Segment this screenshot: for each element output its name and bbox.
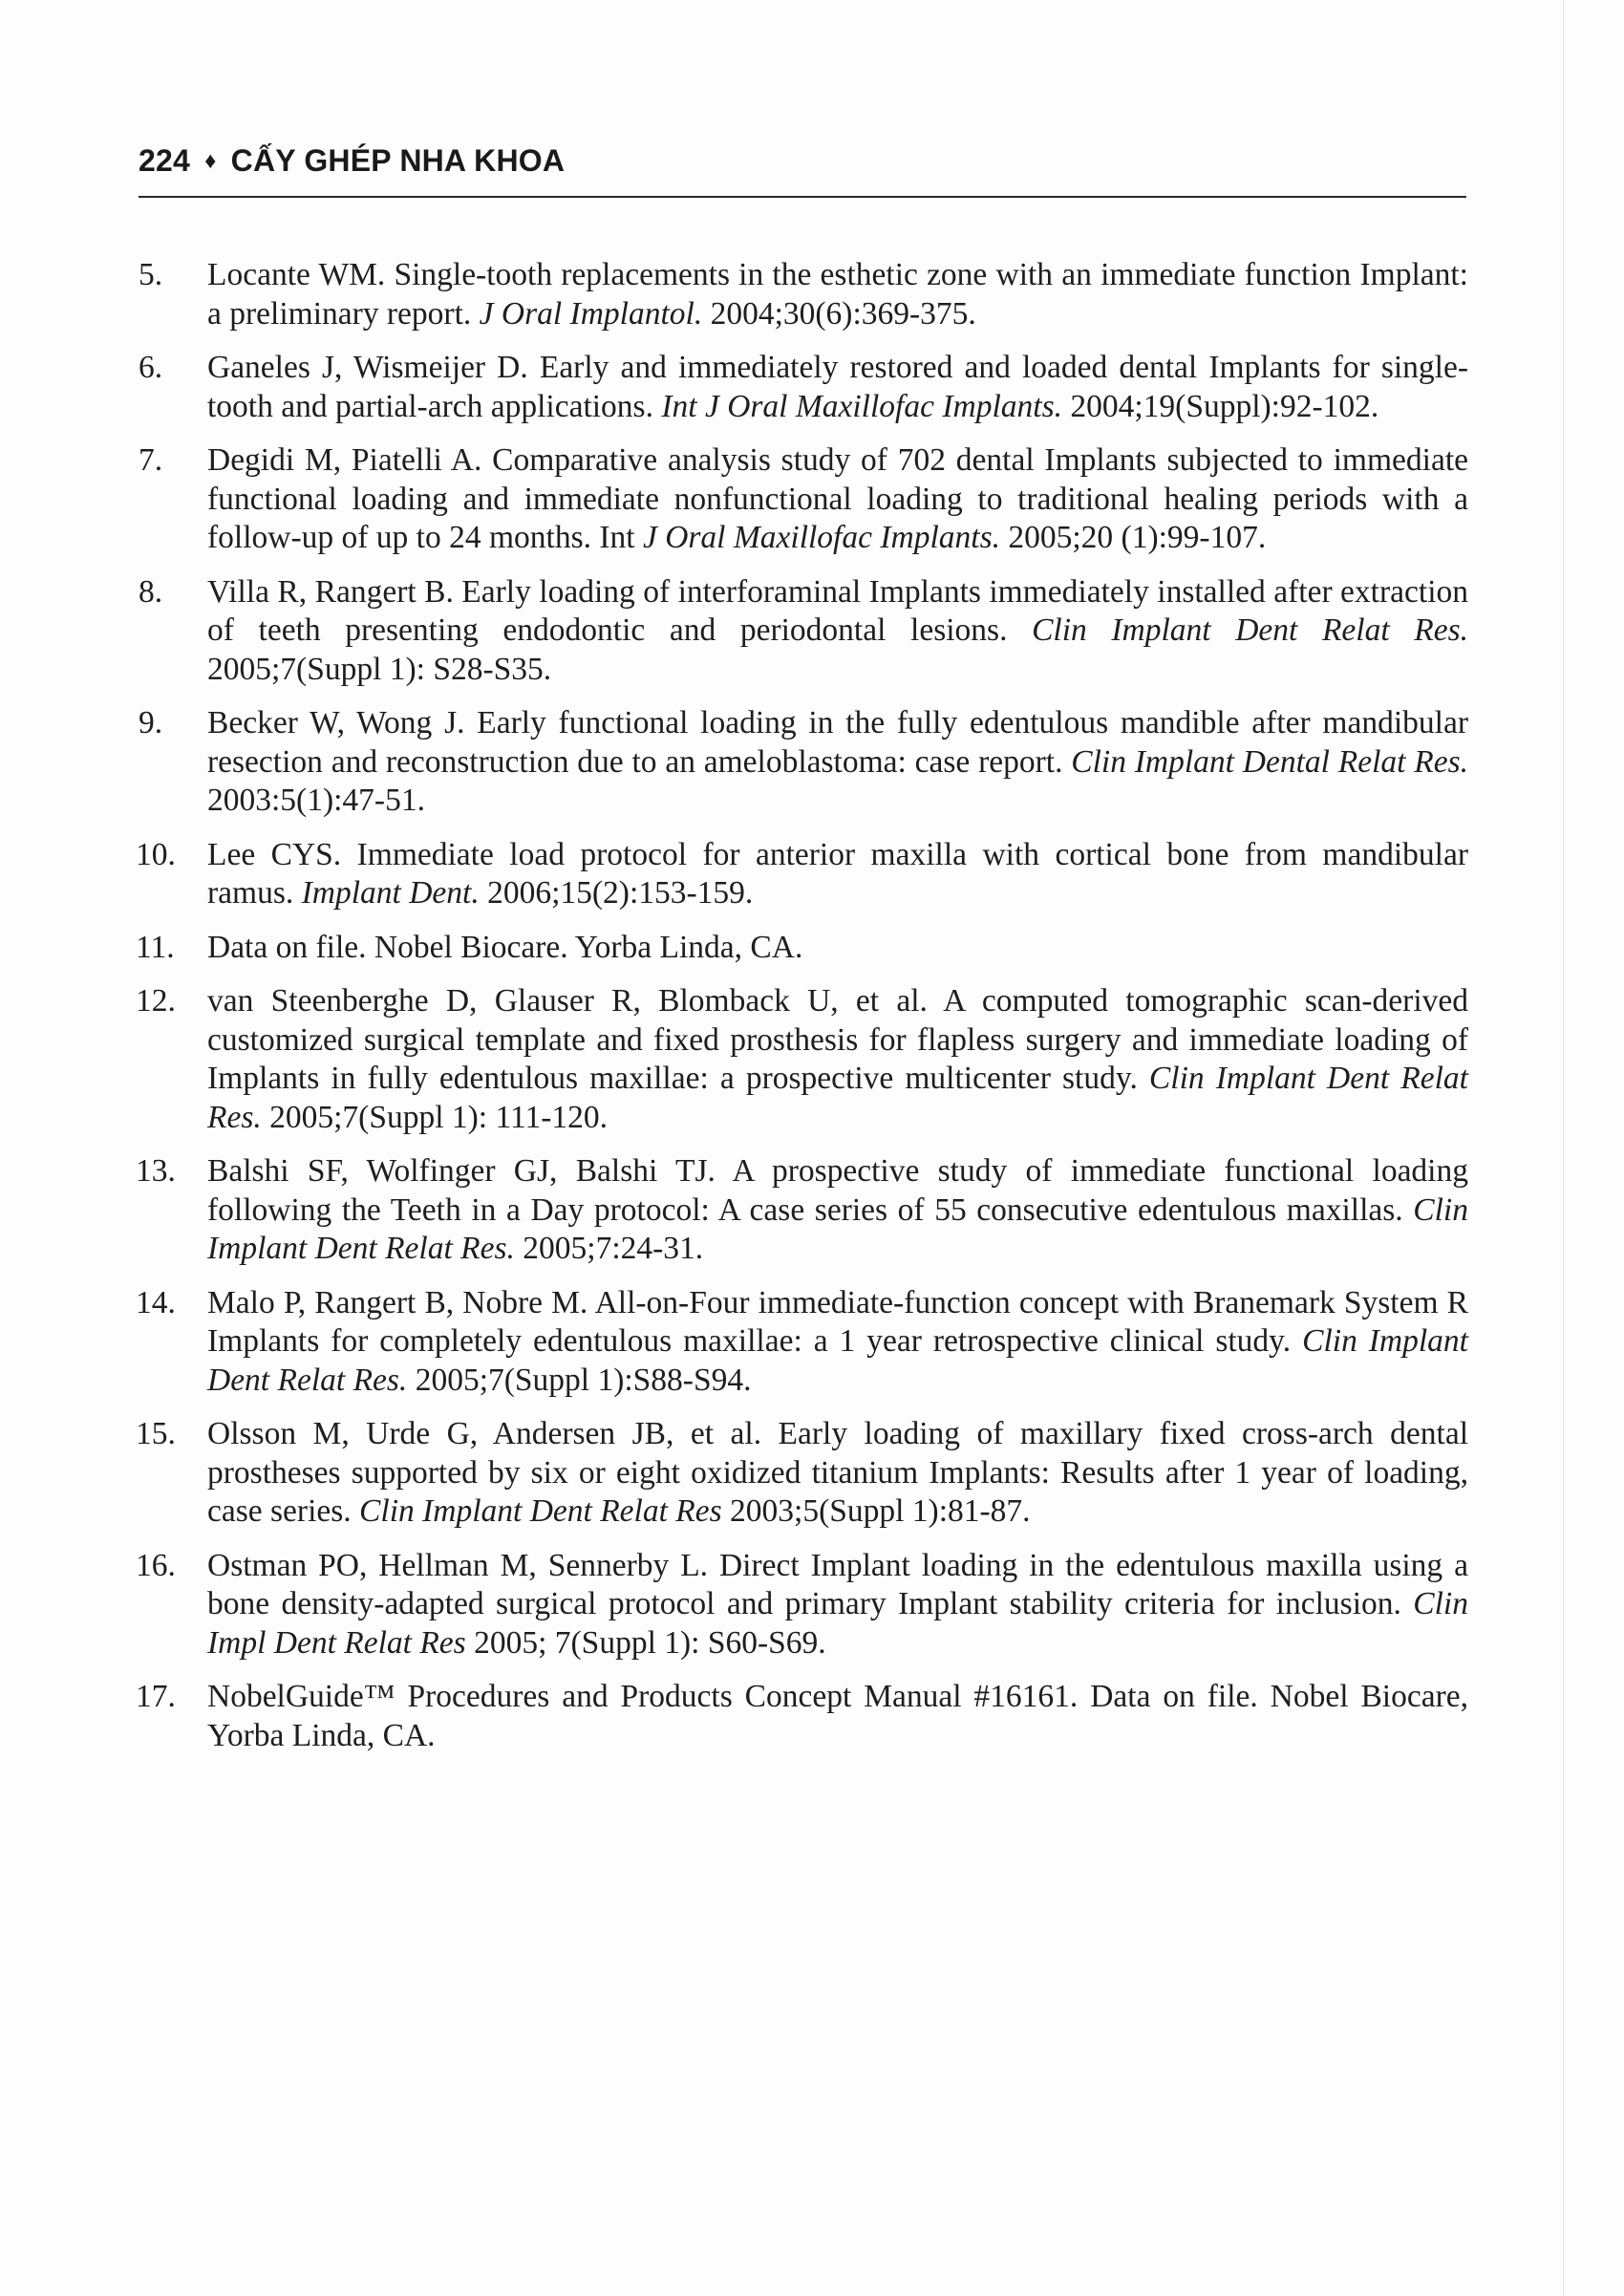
- reference-citation: 2006;15(2):153-159.: [479, 875, 754, 911]
- reference-body: Malo P, Rangert B, Nobre M. All-on-Four immediate-function concept with Branemark System R Implants for completely edentulous maxillae: a 1 year retrospective clinical study.: [207, 1284, 1468, 1359]
- reference-journal: Int J Oral Maxillofac Implants.: [661, 388, 1062, 424]
- reference-list: [136, 256, 1468, 1770]
- reference-text: [207, 704, 1468, 821]
- reference-citation: 2005; 7(Suppl 1): S60-S69.: [465, 1624, 826, 1661]
- reference-number: 16.: [136, 1547, 176, 1583]
- reference-journal: Implant Dent.: [301, 875, 480, 911]
- reference-item: [136, 929, 1468, 968]
- reference-text: [207, 1678, 1468, 1755]
- reference-journal: J Oral Implantol.: [479, 295, 703, 332]
- reference-journal: Clin Impl Dent Relat Res: [207, 1586, 1468, 1661]
- reference-body: NobelGuide™ Procedures and Products Concept Manual #16161. Data on file. Nobel Biocare, Yorba Linda, CA.: [207, 1679, 1468, 1753]
- reference-journal: Clin Implant Dent Relat Res.: [207, 1061, 1468, 1135]
- reference-item: [139, 349, 1468, 426]
- reference-item: [136, 1284, 1468, 1401]
- reference-journal: Clin Implant Dent Relat Res.: [207, 1323, 1468, 1398]
- reference-journal: Clin Implant Dental Relat Res.: [1071, 743, 1468, 780]
- reference-citation: 2005;7(Suppl 1): S28-S35.: [207, 651, 552, 687]
- reference-citation: 2004;19(Suppl):92-102.: [1061, 388, 1379, 424]
- reference-text: [207, 349, 1468, 426]
- running-title: CẤY GHÉP NHA KHOA: [230, 143, 566, 178]
- reference-body: Locante WM. Single-tooth replacements in the esthetic zone with an immediate function Implant: a preliminary report.: [207, 257, 1468, 332]
- reference-citation: 2005;7(Suppl 1): 111-120.: [261, 1099, 609, 1135]
- reference-text: [207, 441, 1468, 558]
- header-bullet-icon: ♦: [204, 148, 217, 174]
- reference-body: van Steenberghe D, Glauser R, Blomback U, et al. A computed tomographic scan-derived customized surgical template and fixed prosthesis for flapless surgery and immediate loading of Implants in fully edentulous maxillae: a prospective multicenter study.: [207, 983, 1468, 1096]
- reference-text: [207, 929, 1468, 968]
- reference-number: 15.: [136, 1416, 176, 1451]
- reference-item: [136, 836, 1468, 913]
- reference-number: 12.: [136, 983, 176, 1019]
- header-rule: [139, 196, 1466, 198]
- reference-number: 7.: [139, 442, 163, 478]
- reference-item: [139, 441, 1468, 558]
- reference-journal: Clin Implant Dent Relat Res.: [1032, 612, 1468, 648]
- reference-text: [207, 982, 1468, 1137]
- reference-number: 6.: [139, 350, 163, 385]
- reference-body: Lee CYS. Immediate load protocol for anterior maxilla with cortical bone from mandibular ramus.: [207, 836, 1468, 911]
- reference-citation: 2005;7:24-31.: [514, 1231, 704, 1266]
- reference-text: [207, 1415, 1468, 1532]
- reference-item: [139, 573, 1468, 690]
- reference-body: Degidi M, Piatelli A. Comparative analysis study of 702 dental Implants subjected to immediate functional loading and immediate nonfunctional loading to traditional healing periods with a follow-up of up to 24 months. Int: [207, 442, 1468, 555]
- page-number: 224: [139, 143, 190, 178]
- reference-citation: 2003;5(Suppl 1):81-87.: [721, 1493, 1031, 1529]
- reference-journal: J Oral Maxillofac Implants.: [642, 520, 1000, 555]
- reference-item: [139, 256, 1468, 333]
- reference-journal: Clin Implant Dent Relat Res: [359, 1493, 722, 1529]
- reference-number: 9.: [139, 705, 163, 740]
- reference-text: [207, 836, 1468, 913]
- reference-item: [136, 1678, 1468, 1755]
- reference-number: 17.: [136, 1679, 176, 1714]
- reference-body: Becker W, Wong J. Early functional loading in the fully edentulous mandible after mandibular resection and reconstruction due to an ameloblastoma: case report.: [207, 705, 1468, 780]
- reference-number: 11.: [136, 929, 175, 965]
- reference-number: 10.: [136, 836, 176, 872]
- reference-text: [207, 1284, 1468, 1401]
- reference-item: [136, 1152, 1468, 1269]
- reference-item: [136, 982, 1468, 1137]
- reference-body: Olsson M, Urde G, Andersen JB, et al. Early loading of maxillary fixed cross-arch dental prostheses supported by six or eight oxidized titanium Implants: Results after 1 year of loading, case series.: [207, 1416, 1468, 1529]
- reference-text: [207, 1547, 1468, 1663]
- reference-body: Data on file. Nobel Biocare. Yorba Linda, CA.: [207, 929, 803, 965]
- reference-number: 13.: [136, 1153, 176, 1189]
- scan-edge-line: [1563, 0, 1564, 2296]
- reference-citation: 2004;30(6):369-375.: [702, 295, 976, 332]
- reference-citation: 2003:5(1):47-51.: [207, 783, 425, 818]
- reference-number: 8.: [139, 573, 163, 610]
- reference-citation: 2005;20 (1):99-107.: [999, 520, 1267, 555]
- running-header: [139, 143, 1466, 201]
- reference-body: Ganeles J, Wismeijer D. Early and immediately restored and loaded dental Implants for single-tooth and partial-arch applications.: [207, 350, 1468, 424]
- reference-text: [207, 1152, 1468, 1269]
- reference-item: [136, 1415, 1468, 1532]
- reference-body: Villa R, Rangert B. Early loading of interforaminal Implants immediately installed after extraction of teeth presenting endodontic and periodontal lesions.: [207, 573, 1468, 648]
- reference-body: Balshi SF, Wolfinger GJ, Balshi TJ. A prospective study of immediate functional loading following the Teeth in a Day protocol: A case series of 55 consecutive edentulous maxillas.: [207, 1153, 1468, 1228]
- reference-body: Ostman PO, Hellman M, Sennerby L. Direct Implant loading in the edentulous maxilla using a bone density-adapted surgical protocol and primary Implant stability criteria for inclusion.: [207, 1547, 1468, 1621]
- reference-item: [139, 704, 1468, 821]
- reference-citation: 2005;7(Suppl 1):S88-S94.: [407, 1362, 752, 1398]
- reference-text: [207, 573, 1468, 690]
- reference-item: [136, 1547, 1468, 1663]
- reference-text: [207, 256, 1468, 333]
- reference-number: 5.: [139, 257, 163, 292]
- reference-number: 14.: [136, 1284, 176, 1320]
- reference-journal: Clin Implant Dent Relat Res.: [207, 1191, 1468, 1266]
